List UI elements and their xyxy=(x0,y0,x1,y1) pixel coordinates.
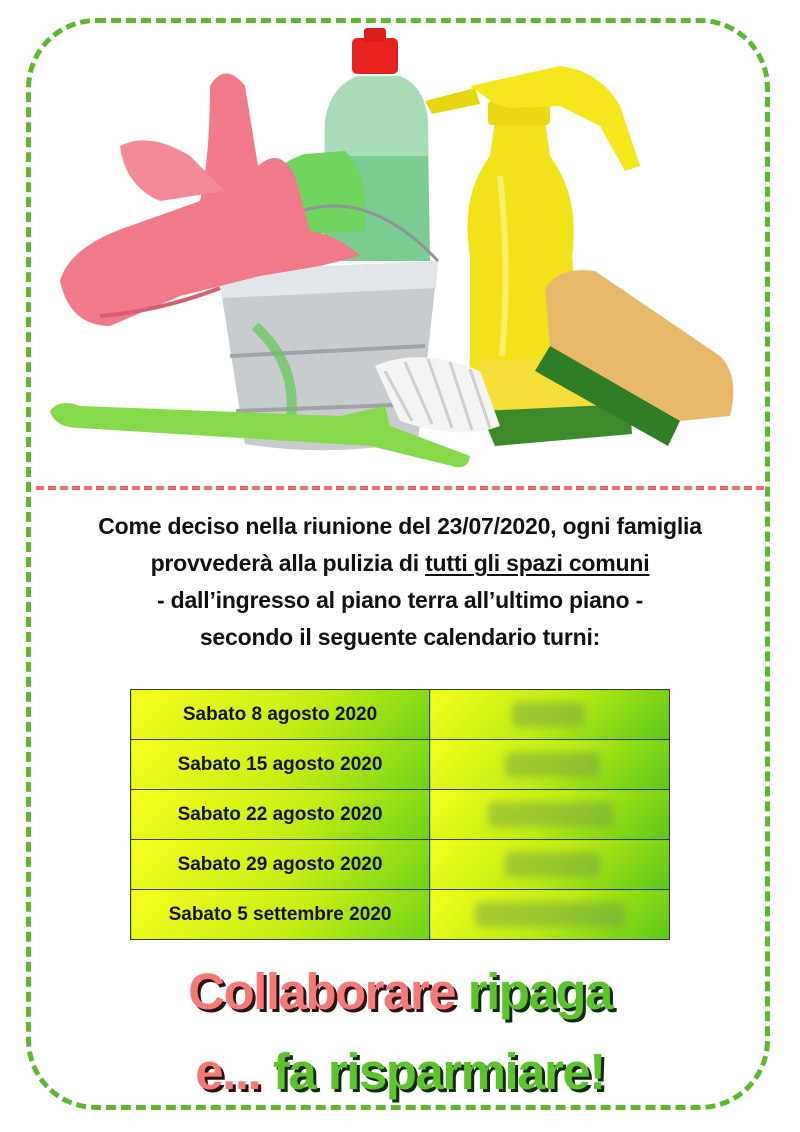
schedule-date: Sabato 8 agosto 2020 xyxy=(131,690,430,740)
slogan-word-e: e... xyxy=(195,1043,261,1100)
intro-line-2 xyxy=(40,545,760,582)
section-divider xyxy=(36,486,764,490)
table-row xyxy=(131,690,670,740)
redacted-name xyxy=(505,752,600,777)
schedule-assignee xyxy=(430,690,670,740)
table-row xyxy=(131,840,670,890)
schedule-assignee xyxy=(430,840,670,890)
schedule-assignee xyxy=(430,740,670,790)
redacted-name xyxy=(475,902,625,927)
slogan-line-1 xyxy=(40,962,760,1021)
redacted-name xyxy=(505,852,600,877)
slogan-line-2 xyxy=(40,1042,760,1101)
intro-line-1: Come deciso nella riunione del 23/07/2020, ogni famiglia xyxy=(98,513,702,539)
schedule-date: Sabato 15 agosto 2020 xyxy=(131,740,430,790)
slogan-word-fa-risparmiare: fa risparmiare! xyxy=(272,1043,605,1100)
schedule-date: Sabato 29 agosto 2020 xyxy=(131,840,430,890)
schedule-date: Sabato 5 settembre 2020 xyxy=(131,890,430,940)
schedule-date: Sabato 22 agosto 2020 xyxy=(131,790,430,840)
intro-line-2-prefix: provvederà alla pulizia di xyxy=(150,550,426,576)
table-row xyxy=(131,890,670,940)
intro-line-3: - dall’ingresso al piano terra all’ultimo piano - xyxy=(156,587,644,613)
cleaning-supplies-illustration xyxy=(40,26,760,482)
table-row xyxy=(131,740,670,790)
intro-line-4: secondo il seguente calendario turni: xyxy=(199,624,601,650)
slogan-word-collaborare: Collaborare xyxy=(188,963,456,1020)
intro-text xyxy=(40,508,760,656)
table-row xyxy=(131,790,670,840)
slogan-word-ripaga: ripaga xyxy=(467,963,612,1020)
schedule-assignee xyxy=(430,790,670,840)
intro-line-2-underlined: tutti gli spazi comuni xyxy=(425,550,650,576)
redacted-name xyxy=(488,802,613,827)
schedule-table xyxy=(130,689,670,940)
redacted-name xyxy=(512,702,584,727)
schedule-assignee xyxy=(430,890,670,940)
